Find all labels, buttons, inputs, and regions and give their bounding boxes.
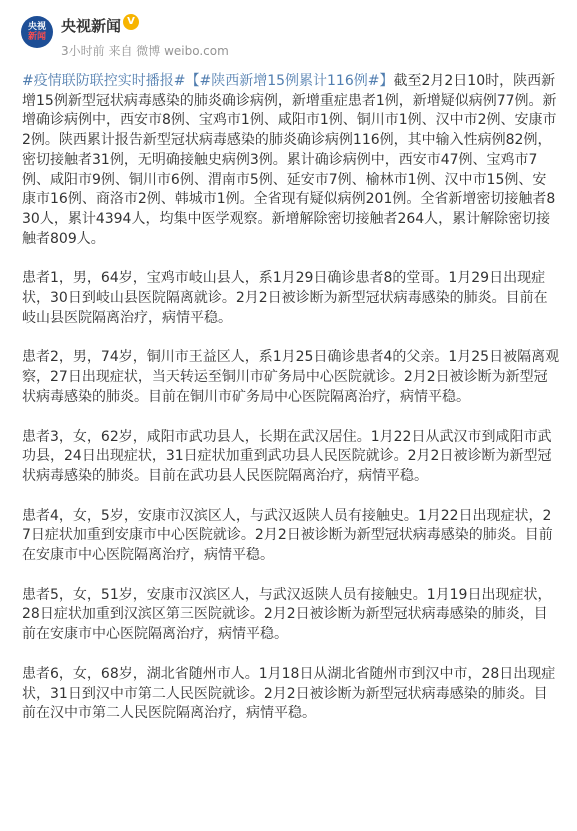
post-meta: 3小时前 来自 微博 weibo.com xyxy=(61,44,229,58)
post-intro xyxy=(22,72,560,249)
account-name[interactable]: 央视新闻 xyxy=(61,17,122,35)
patient-paragraph-6: 患者6，女，68岁，湖北省随州市人。1月18日从湖北省随州市到汉中市，28日出现症状，31日到汉中市第二人民医院就诊。2月2日被诊断为新型冠状病毒感染的肺炎。目前在汉中市第二人民医院隔离治疗，病情平稳。 xyxy=(22,665,556,722)
patient-paragraph-1: 患者1，男，64岁，宝鸡市岐山县人，系1月29日确诊患者8的堂哥。1月29日出现症状，30日到岐山县医院隔离就诊。2月2日被诊断为新型冠状病毒感染的肺炎。目前在岐山县医院隔离治疗，病情平稳。 xyxy=(22,270,548,326)
topic-link[interactable]: #疫情联防联控实时播报# xyxy=(22,73,186,89)
patient-paragraph-5: 患者5，女，51岁，安康市汉滨区人，与武汉返陕人员有接触史。1月19日出现症状，28日症状加重到汉滨区第三医院就诊。2月2日被诊断为新型冠状病毒感染的肺炎，目前在安康市中心医院隔离治疗，病情平稳。 xyxy=(22,586,552,643)
post-content xyxy=(22,72,560,744)
intro-text: 截至2月2日10时，陕西新增15例新型冠状病毒感染的肺炎确诊病例，新增重症患者1例，新增疑似病例77例。新增确诊病例中，西安市8例、宝鸡市1例、咸阳市1例、铜川市1例、汉中市2例、安康市2例。陕西累计报告新型冠状病毒感染的肺炎确诊病例116例，其中输入性病例82例，密切接触者31例，无明确接触史病例3例。累计确诊病例中，西安市47例、宝鸡市7例、咸阳市9例、铜川市6例、渭南市5例、延安市7例、榆林市1例、汉中市15例、安康市16例、商洛市2例、韩城市1例。全省现有疑似病例201例。全省新增密切接触者830人，累计4394人，均集中医学观察。新增解除密切接触者264人，累计解除密切接触者809人。 xyxy=(22,73,557,247)
patient-paragraph-3: 患者3，女，62岁，咸阳市武功县人，长期在武汉居住。1月22日从武汉市到咸阳市武功县，24日出现症状，31日症状加重到武功县人民医院就诊。2月2日被诊断为新型冠状病毒感染的肺炎。目前在武功县人民医院隔离治疗，病情平稳。 xyxy=(22,428,552,484)
patient-paragraph-4: 患者4，女，5岁，安康市汉滨区人，与武汉返陕人员有接触史。1月22日出现症状，27日症状加重到安康市中心医院就诊。2月2日被诊断为新型冠状病毒感染的肺炎。目前在安康市中心医院隔离治疗，病情平稳。 xyxy=(22,507,553,564)
post-header xyxy=(0,0,577,62)
patient-paragraph-2: 患者2，男，74岁，铜川市王益区人，系1月25日确诊患者4的父亲。1月25日被隔离观察，27日出现症状，当天转运至铜川市矿务局中心医院就诊。2月2日被诊断为新型冠状病毒感染的肺炎。目前在铜川市矿务局中心医院隔离治疗，病情平稳。 xyxy=(22,349,560,405)
verified-badge-icon: V xyxy=(123,14,139,30)
avatar-text-1: 央视 xyxy=(27,22,46,32)
hashtag-link[interactable]: 【#陕西新增15例累计116例#】 xyxy=(185,73,394,89)
avatar[interactable] xyxy=(21,16,53,48)
avatar-text-2: 新闻 xyxy=(27,32,46,42)
